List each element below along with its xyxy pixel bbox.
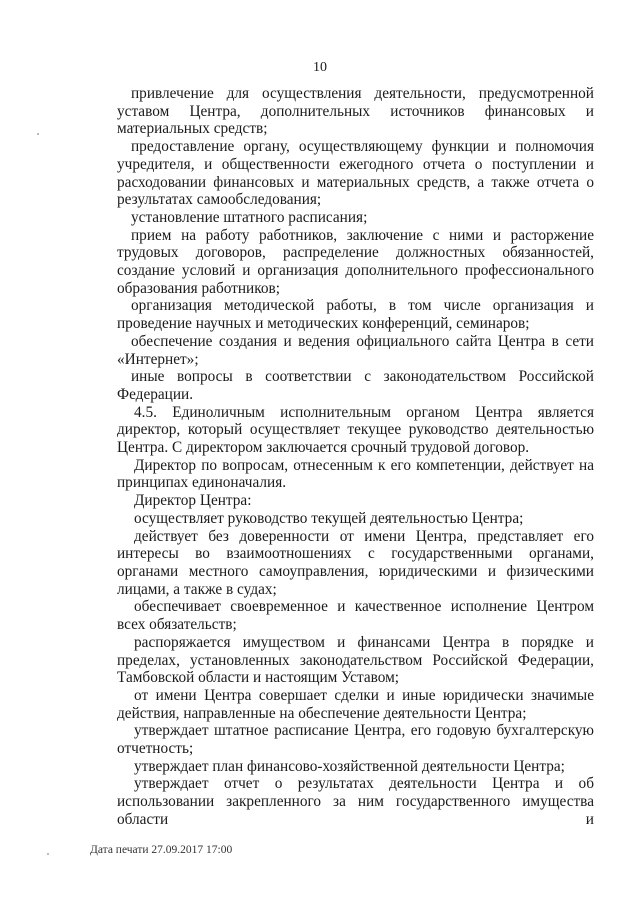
paragraph: распоряжается имуществом и финансами Центра в порядке и пределах, установленных законодательством Российской Федерации, Тамбовской области и настоящим Уставом;	[117, 633, 594, 687]
document-body	[117, 85, 594, 829]
paragraph: Директор Центра:	[134, 492, 252, 510]
scan-speck	[47, 853, 49, 855]
scan-speck	[37, 133, 39, 135]
page-number: 10	[313, 60, 327, 75]
print-date-footer: Дата печати 27.09.2017 17:00	[90, 844, 233, 856]
paragraph: привлечение для осуществления деятельности, предусмотренной уставом Центра, дополнительных источников финансовых и материальных средств;	[117, 85, 594, 138]
paragraph: действует без доверенности от имени Центра, представляет его интересы во взаимоотношениях с государственными органами, органами местного самоуправления, юридическими и физическими лицами, а также в судах;	[117, 527, 594, 598]
paragraph: осуществляет руководство текущей деятельностью Центра;	[134, 509, 524, 527]
paragraph: организация методической работы, в том числе организация и проведение научных и методических конференций, семинаров;	[117, 297, 594, 333]
paragraph: иные вопросы в соответствии с законодательством Российской Федерации.	[117, 368, 594, 403]
paragraph: прием на работу работников, заключение с ними и расторжение трудовых договоров, распределение должностных обязанностей, создание условий и организация дополнительного профессионального образования работников;	[117, 226, 594, 297]
paragraph: утверждает штатное расписание Центра, его годовую бухгалтерскую отчетность;	[117, 722, 594, 758]
paragraph: Директор по вопросам, отнесенным к его компетенции, действует на принципах единоначалия.	[117, 456, 594, 492]
paragraph: утверждает отчет о результатах деятельности Центра и об использовании закрепленного за ним государственного имущества области и	[117, 775, 594, 828]
paragraph: предоставление органу, осуществляющему функции и полномочия учредителя, и общественности ежегодного отчета о поступлении и расходовании финансовых и материальных средств, а также отчета о результатах самообследования;	[117, 138, 594, 209]
paragraph: обеспечивает своевременное и качественное исполнение Центром всех обязательств;	[117, 598, 594, 634]
paragraph: установление штатного расписания;	[131, 208, 368, 226]
paragraph: утверждает план финансово-хозяйственной деятельности Центра;	[134, 757, 565, 775]
paragraph: от имени Центра совершает сделки и иные юридически значимые действия, направленные на обеспечение деятельности Центра;	[117, 686, 594, 722]
section-paragraph: 4.5. Единоличным исполнительным органом Центра является директор, который осуществляет текущее руководство деятельностью Центра. С директором заключается срочный трудовой договор.	[117, 403, 594, 457]
paragraph: обеспечение создания и ведения официального сайта Центра в сети «Интернет»;	[117, 332, 594, 368]
